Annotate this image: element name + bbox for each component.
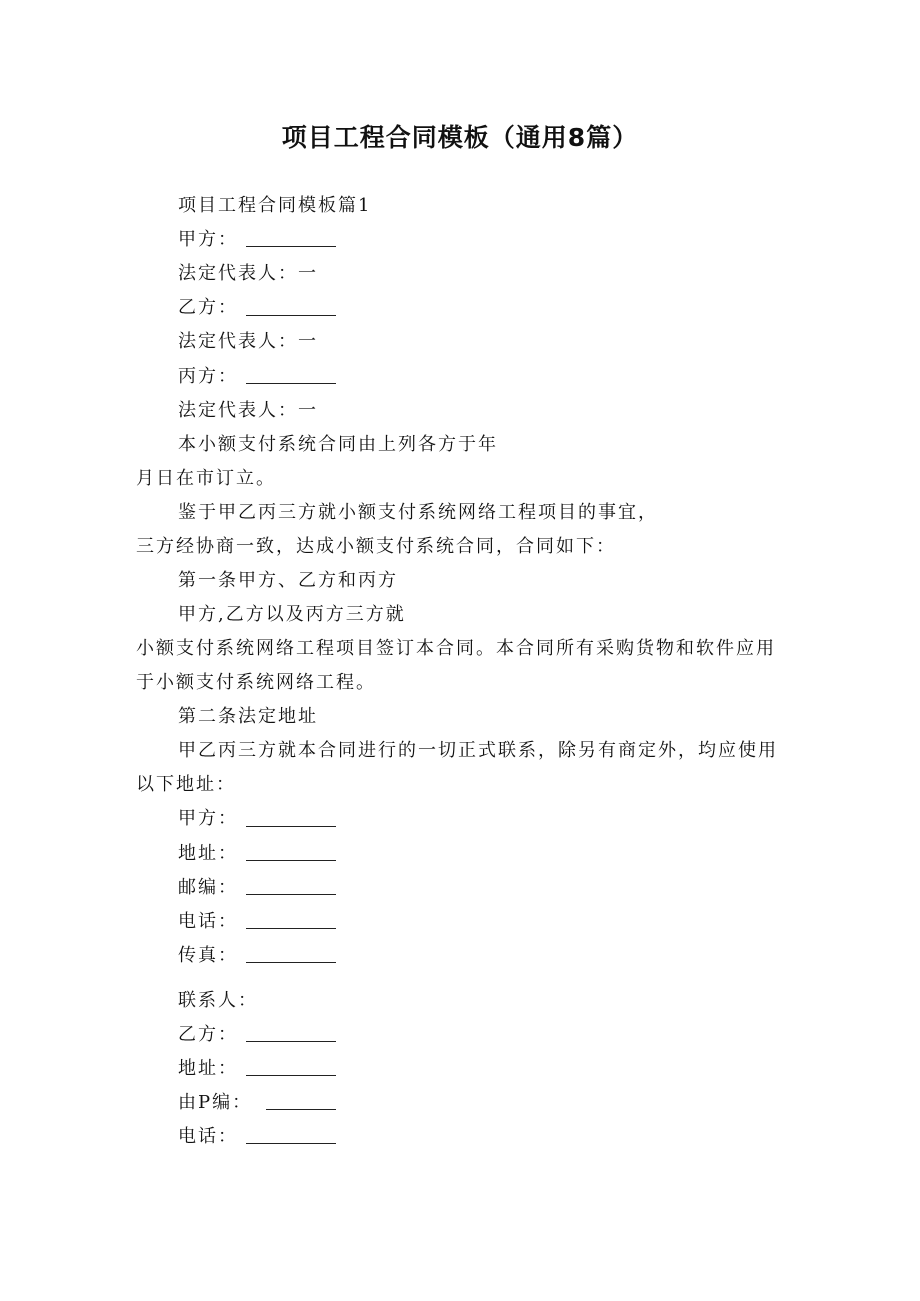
party-b-label: 乙方： bbox=[178, 297, 238, 318]
article-heading: 第一条甲方、乙方和丙方 bbox=[178, 570, 398, 591]
article-heading: 第二条法定地址 bbox=[178, 706, 318, 727]
address-blank bbox=[246, 1075, 336, 1076]
paragraph-line: 本小额支付系统合同由上列各方于年 bbox=[178, 434, 498, 455]
party-c-blank bbox=[246, 383, 336, 384]
party-b-label: 乙方： bbox=[178, 1024, 238, 1045]
paragraph-line: 以下地址： bbox=[136, 774, 236, 795]
party-a-label: 甲方： bbox=[178, 808, 238, 829]
postcode-label: 由P编： bbox=[178, 1092, 253, 1113]
paragraph-line: 鉴于甲乙丙三方就小额支付系统网络工程项目的事宜， bbox=[178, 502, 658, 523]
address-label: 地址： bbox=[178, 843, 238, 864]
phone-blank bbox=[246, 928, 336, 929]
phone-label: 电话： bbox=[178, 911, 238, 932]
party-b-blank bbox=[246, 1041, 336, 1042]
legal-rep-label: 法定代表人：一 bbox=[178, 331, 318, 352]
postcode-blank bbox=[266, 1109, 336, 1110]
paragraph-line: 甲乙丙三方就本合同进行的一切正式联系，除另有商定外，均应使用 bbox=[178, 740, 778, 761]
address-blank bbox=[246, 860, 336, 861]
fax-blank bbox=[246, 962, 336, 963]
legal-rep-label: 法定代表人：一 bbox=[178, 263, 318, 284]
party-c-label: 丙方： bbox=[178, 366, 238, 387]
paragraph-line: 月日在市订立。 bbox=[136, 468, 276, 489]
party-a-blank bbox=[246, 246, 336, 247]
paragraph-line: 小额支付系统网络工程项目签订本合同。本合同所有采购货物和软件应用 bbox=[136, 638, 776, 659]
postcode-label: 邮编： bbox=[178, 877, 238, 898]
paragraph-line: 甲方,乙方以及丙方三方就 bbox=[178, 604, 406, 625]
postcode-blank bbox=[246, 894, 336, 895]
phone-label: 电话： bbox=[178, 1126, 238, 1147]
legal-rep-label: 法定代表人：一 bbox=[178, 400, 318, 421]
paragraph-line: 于小额支付系统网络工程。 bbox=[136, 672, 376, 693]
contact-label: 联系人： bbox=[178, 990, 258, 1011]
section-heading: 项目工程合同模板篇1 bbox=[178, 195, 372, 216]
party-b-blank bbox=[246, 315, 336, 316]
phone-blank bbox=[246, 1143, 336, 1144]
party-a-label: 甲方： bbox=[178, 229, 238, 250]
fax-label: 传真： bbox=[178, 945, 238, 966]
party-a-blank bbox=[246, 826, 336, 827]
paragraph-line: 三方经协商一致，达成小额支付系统合同，合同如下： bbox=[136, 536, 616, 557]
document-title: 项目工程合同模板（通用8篇） bbox=[281, 123, 639, 152]
address-label: 地址： bbox=[178, 1058, 238, 1079]
